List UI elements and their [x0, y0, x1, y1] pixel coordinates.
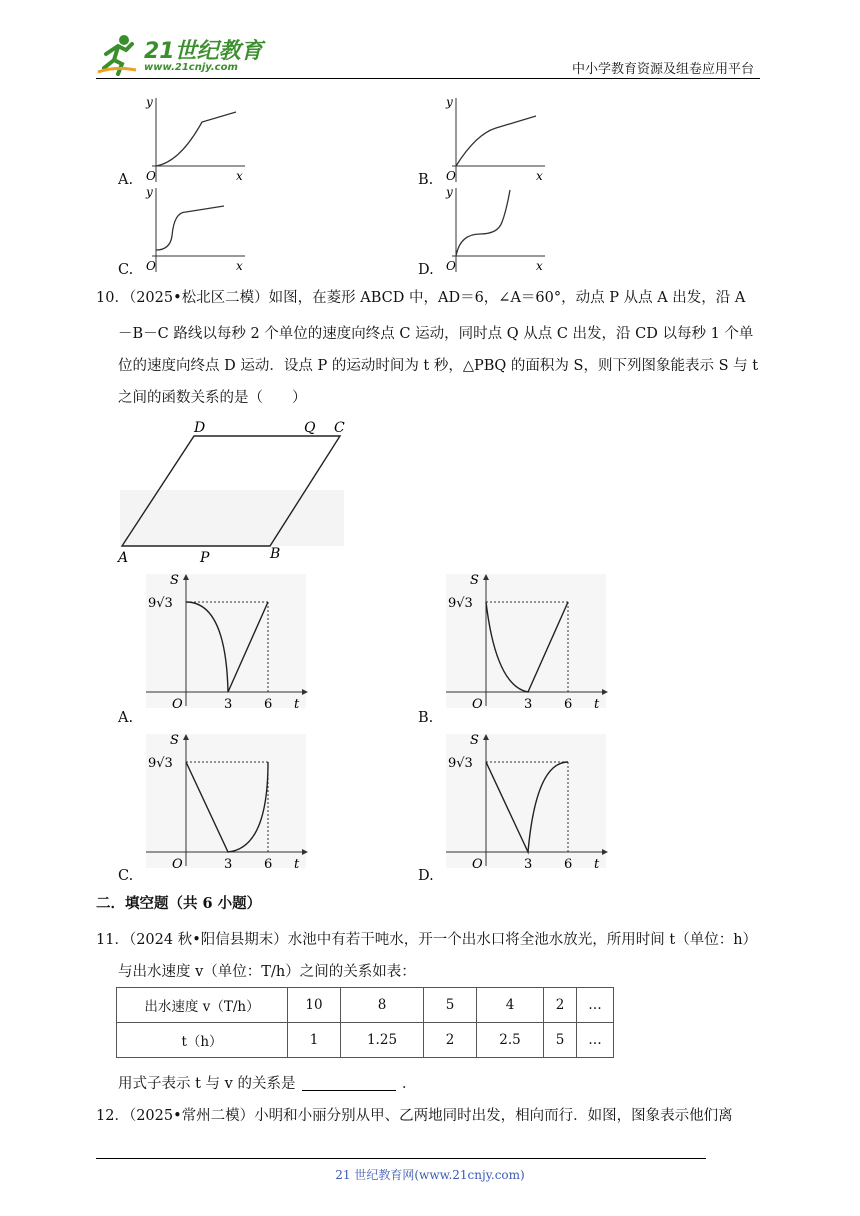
tick-label: 6 — [564, 697, 573, 710]
y-axis-label: y — [446, 95, 453, 109]
y-axis-label: S — [470, 733, 479, 748]
label-d: D — [194, 420, 206, 436]
rhombus-figure — [114, 416, 354, 566]
table-cell: 5 — [424, 988, 477, 1023]
x-axis-label: t — [294, 857, 300, 870]
tick-label: 3 — [524, 697, 533, 710]
table-cell: 10 — [288, 988, 341, 1023]
tick-label: 3 — [224, 857, 233, 870]
tick-label: 3 — [524, 857, 533, 870]
q10-line-3: 位的速度向终点 D 运动．设点 P 的运动时间为 t 秒，△PBQ 的面积为 S，则下列图象能表示 S 与 t — [118, 358, 759, 374]
table-cell: 1.25 — [341, 1023, 424, 1058]
table-row — [117, 988, 614, 1023]
y-axis-label: S — [170, 573, 179, 588]
logo-title: 21世纪教育 — [144, 39, 263, 64]
y-value-label: 9√3 — [148, 756, 173, 771]
origin-label: O — [472, 857, 483, 870]
tick-label: 6 — [264, 697, 273, 710]
table-cell: 2 — [544, 988, 577, 1023]
tick-label: 6 — [564, 857, 573, 870]
curve — [456, 116, 536, 166]
x-axis-label: x — [236, 259, 243, 273]
q10-option-c: C. — [118, 868, 134, 884]
origin-label: O — [446, 169, 456, 183]
y-axis-label: S — [170, 733, 179, 748]
q10-line-2: －B－C 路线以每秒 2 个单位的速度向终点 C 运动，同时点 Q 从点 C 出发，沿 CD 以每秒 1 个单 — [118, 326, 754, 342]
q9-graph-d — [440, 184, 550, 274]
origin-label: O — [472, 697, 483, 710]
header-rule — [96, 78, 760, 79]
q10-option-d: D. — [418, 868, 434, 884]
q10-graph-c — [140, 730, 310, 870]
header-right-text: 中小学教育资源及组卷应用平台 — [572, 62, 755, 77]
curve — [156, 112, 236, 166]
x-axis-label: x — [536, 259, 543, 273]
x-axis-label: t — [294, 697, 300, 710]
q9-option-b: B. — [418, 172, 434, 188]
origin-label: O — [172, 857, 183, 870]
y-axis-label: y — [146, 185, 153, 199]
answer-end: ． — [402, 1076, 417, 1092]
table-cell: … — [577, 1023, 614, 1058]
q9-graph-b — [440, 94, 550, 184]
q10-line-1: 10．（2025•松北区二模）如图，在菱形 ABCD 中，AD＝6，∠A＝60°，动点 P 从点 A 出发，沿 A — [96, 290, 746, 306]
x-axis-label: x — [536, 169, 543, 183]
origin-label: O — [146, 169, 156, 183]
table-cell: … — [577, 988, 614, 1023]
logo-url: www.21cnjy.com — [144, 62, 238, 73]
q10-graph-d — [440, 730, 610, 870]
q11-line-2: 与出水速度 v（单位：T/h）之间的关系如表： — [118, 964, 416, 980]
footer-rule — [96, 1158, 706, 1159]
origin-label: O — [446, 259, 456, 273]
q10-option-a: A. — [118, 710, 134, 726]
q10-graph-a — [140, 570, 310, 710]
curve — [456, 190, 510, 256]
y-axis-label: y — [146, 95, 153, 109]
q9-option-c: C. — [118, 262, 134, 278]
y-axis-label: S — [470, 573, 479, 588]
table-row — [117, 1023, 614, 1058]
table-cell: 2.5 — [477, 1023, 544, 1058]
y-value-label: 9√3 — [448, 756, 473, 771]
q11-answer-prompt: 用式子表示 t 与 v 的关系是 — [118, 1076, 296, 1092]
q10-line-4: 之间的函数关系的是（ ） — [118, 390, 307, 406]
graph-shading — [146, 574, 306, 708]
table-cell: 4 — [477, 988, 544, 1023]
x-axis-label: x — [236, 169, 243, 183]
tick-label: 3 — [224, 697, 233, 710]
graph-shading — [446, 574, 606, 708]
answer-blank[interactable] — [302, 1090, 396, 1091]
label-a: A — [118, 550, 129, 566]
table-row-header: t（h） — [117, 1023, 288, 1058]
y-axis-label: y — [446, 185, 453, 199]
table-cell: 2 — [424, 1023, 477, 1058]
q11-line-1: 11．（2024 秋•阳信县期末）水池中有若干吨水，开一个出水口将全池水放光，所用时间 t（单位：h） — [96, 932, 758, 948]
table-cell: 1 — [288, 1023, 341, 1058]
q10-graph-b — [440, 570, 610, 710]
q9-option-d: D. — [418, 262, 434, 278]
label-c: C — [334, 420, 345, 436]
q9-graph-a — [140, 94, 250, 184]
q12-line-1: 12．（2025•常州二模）小明和小丽分别从甲、乙两地同时出发，相向而行．如图，图象表示他们离 — [96, 1108, 733, 1124]
x-axis-label: t — [594, 857, 600, 870]
label-q: Q — [304, 420, 316, 436]
origin-label: O — [172, 697, 183, 710]
label-p: P — [200, 550, 210, 566]
curve — [156, 206, 224, 250]
q11-table — [116, 987, 614, 1058]
tick-label: 6 — [264, 857, 273, 870]
y-value-label: 9√3 — [148, 596, 173, 611]
footer-text[interactable]: 21 世纪教育网(www.21cnjy.com) — [335, 1168, 525, 1182]
q10-option-b: B. — [418, 710, 434, 726]
table-cell: 8 — [341, 988, 424, 1023]
q9-option-a: A. — [118, 172, 134, 188]
header-logo — [96, 32, 266, 78]
y-value-label: 9√3 — [448, 596, 473, 611]
label-b: B — [270, 546, 281, 562]
table-row-header: 出水速度 v（T/h） — [117, 988, 288, 1023]
section-title: 二．填空题（共 6 小题） — [96, 895, 262, 912]
origin-label: O — [146, 259, 156, 273]
q9-graph-c — [140, 184, 250, 274]
runner-logo-icon — [96, 32, 140, 76]
table-cell: 5 — [544, 1023, 577, 1058]
x-axis-label: t — [594, 697, 600, 710]
